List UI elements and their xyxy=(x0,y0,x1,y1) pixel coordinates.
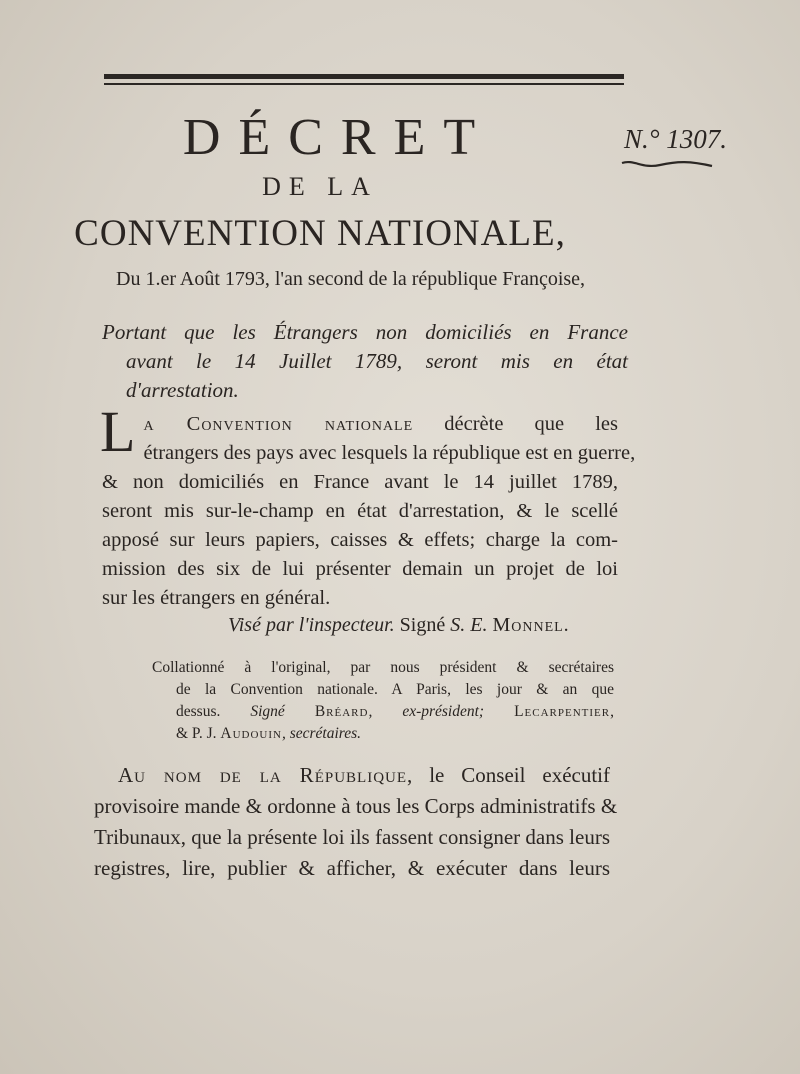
collation-block xyxy=(152,657,614,745)
promulgation-line: Tribunaux, que la présente loi ils fassent consigner dans leurs xyxy=(94,825,610,849)
signe-label: Signé xyxy=(250,703,315,720)
promulgation-line: provisoire mande & ordonne à tous les Corps administratifs & xyxy=(94,794,618,818)
promulgation-text xyxy=(94,760,618,884)
secretary-name: Lecarpentier xyxy=(514,703,611,720)
header-rule-thick xyxy=(104,74,624,79)
vise-label: Visé par l'inspecteur. xyxy=(228,614,395,636)
decree-line: apposé sur leurs papiers, caisses & effets; charge la com- xyxy=(102,529,618,551)
signer-initials: S. E. xyxy=(450,614,493,636)
decree-line: sur les étrangers en général. xyxy=(102,587,331,609)
drop-cap: L xyxy=(100,399,136,464)
decree-text xyxy=(100,399,636,613)
secretary-name: Audouin xyxy=(220,725,282,742)
collation-line xyxy=(176,723,614,745)
summary-line: d'arrestation. xyxy=(126,378,239,402)
republic-heading: Au nom de la République xyxy=(118,763,408,787)
header-rule-thin xyxy=(104,83,624,85)
signer-name: Monnel. xyxy=(492,614,570,636)
vise-line xyxy=(228,614,570,637)
collation-line: de la Convention nationale. A Paris, les jour & an que xyxy=(176,681,614,698)
collation-line: Collationné à l'original, par nous président & secrétaires xyxy=(152,659,614,676)
convention-name: a Convention nationale xyxy=(143,413,414,435)
date-line: Du 1.er Août 1793, l'an second de la république Françoise, xyxy=(116,268,586,290)
decree-title: DÉCRET xyxy=(182,109,494,166)
decree-summary xyxy=(102,318,628,405)
collation-text: , xyxy=(610,703,614,720)
summary-line: Portant que les Étrangers non domiciliés en France xyxy=(102,320,628,344)
document-number: N.° 1307. xyxy=(624,124,728,154)
collation-text: & P. J. xyxy=(176,725,221,742)
decree-line: mission des six de lui présenter demain un projet de loi xyxy=(102,558,618,580)
decree-subtitle: CONVENTION NATIONALE, xyxy=(74,213,566,254)
signed-label: Signé xyxy=(394,614,451,636)
decree-line xyxy=(102,410,618,439)
decree-line: seront mis sur-le-champ en état d'arrestation, & le scellé xyxy=(102,500,618,522)
collation-text: dessus. xyxy=(176,703,251,720)
decree-subtitle-de-la: DE LA xyxy=(262,172,378,201)
promulgation-line-text: , le Conseil exécutif xyxy=(407,763,611,787)
promulgation-line xyxy=(118,760,610,791)
collation-line xyxy=(176,701,614,723)
president-title: , ex-président; xyxy=(368,703,515,720)
number-underline-flourish xyxy=(620,157,716,171)
decree-line: & non domiciliés en France avant le 14 juillet 1789, xyxy=(102,471,618,493)
decree-line: étrangers des pays avec lesquels la république est en guerre, xyxy=(143,442,636,464)
decree-line-text: décrète que les xyxy=(413,413,619,435)
secretaries-title: , secrétaires. xyxy=(281,725,362,742)
promulgation-line: registres, lire, publier & afficher, & exécuter dans leurs xyxy=(94,856,610,880)
summary-line: avant le 14 Juillet 1789, seront mis en état xyxy=(126,349,628,373)
president-name: Bréard xyxy=(314,703,369,720)
